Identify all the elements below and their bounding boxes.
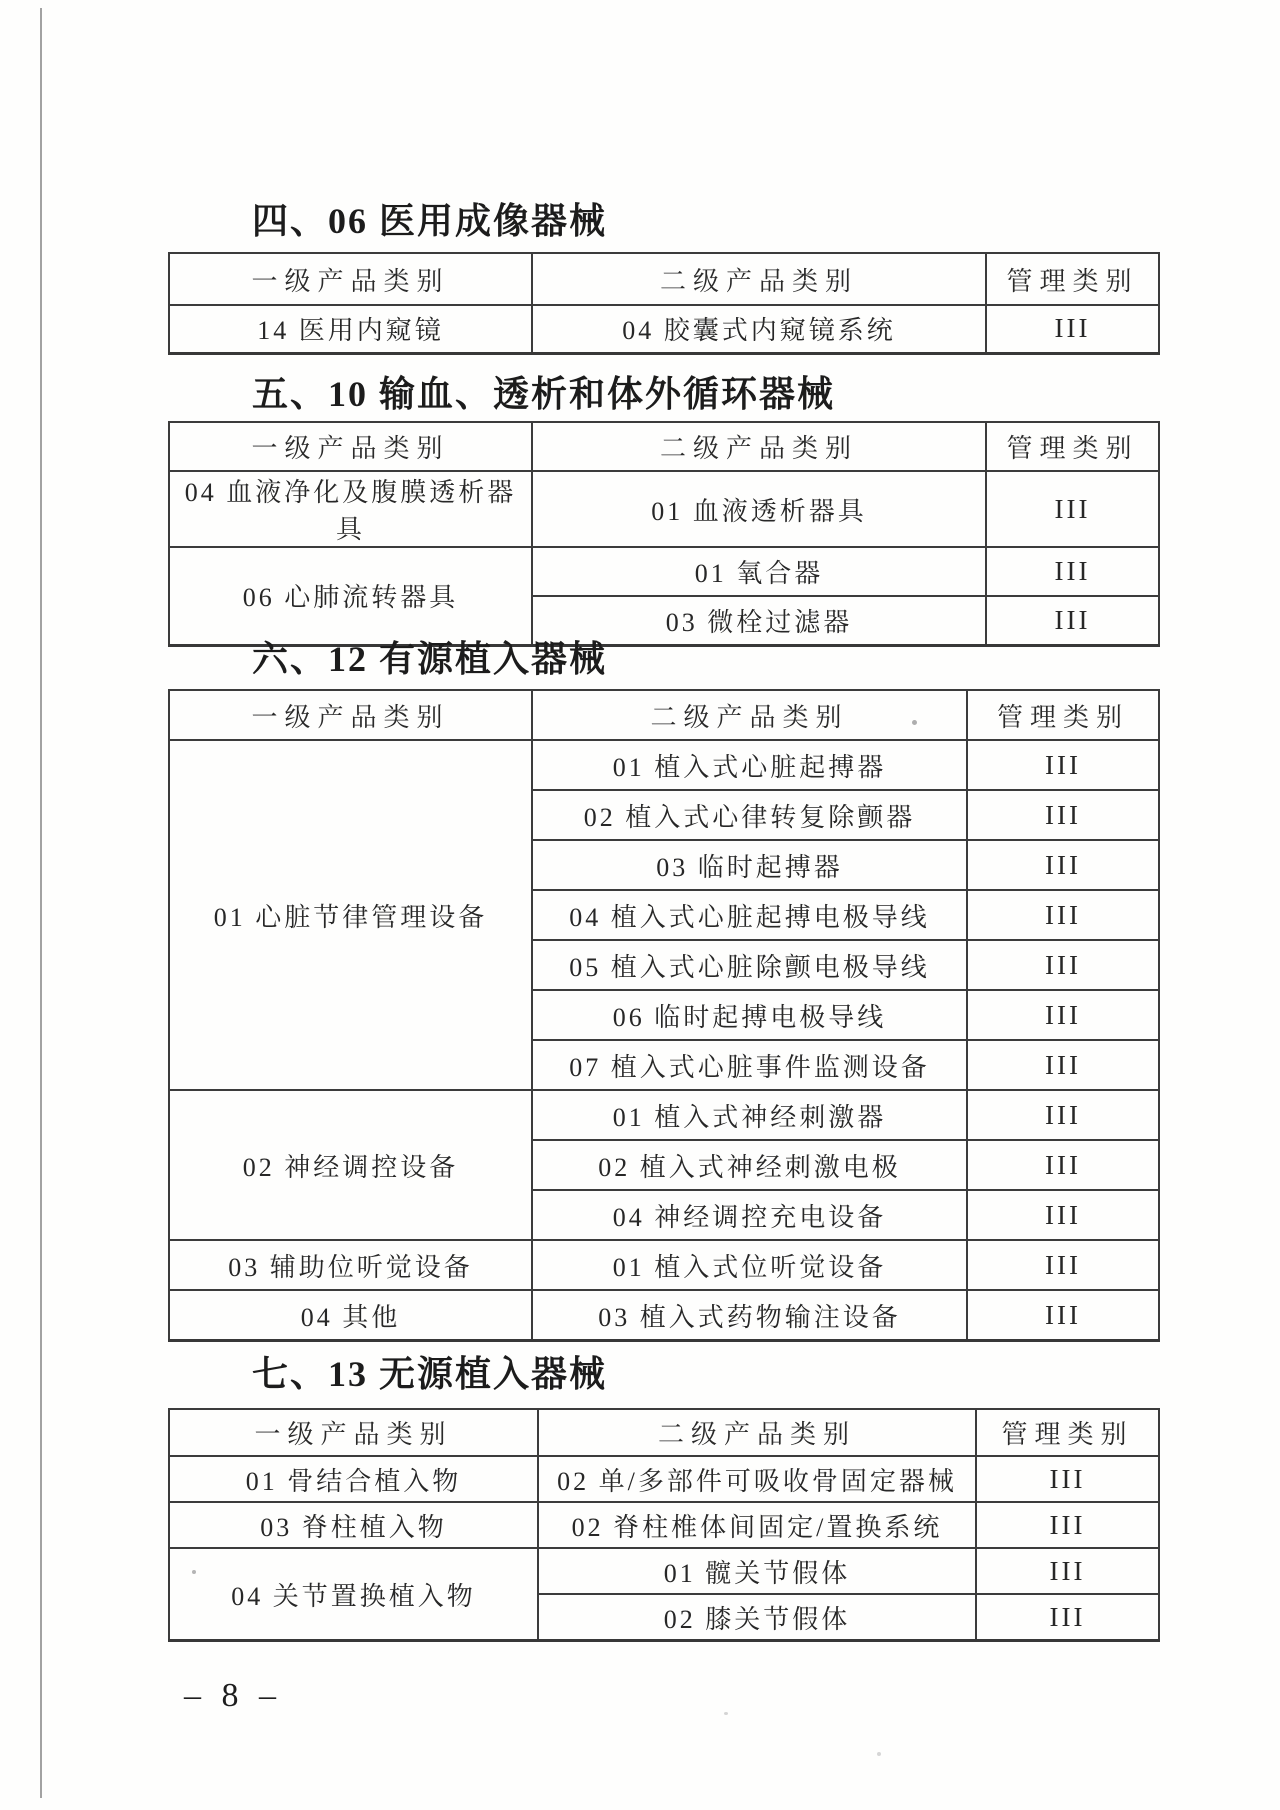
level1-category-cell: 03 辅助位听觉设备 xyxy=(169,1240,532,1290)
level2-category-cell: 01 植入式心脏起搏器 xyxy=(532,740,967,790)
table-medical-imaging xyxy=(168,252,1160,355)
level2-category-cell: 02 膝关节假体 xyxy=(538,1594,976,1640)
table-row xyxy=(169,547,1159,596)
table-header-row xyxy=(169,690,1159,740)
level1-category-cell: 01 心脏节律管理设备 xyxy=(169,740,532,1090)
management-class-cell: III xyxy=(967,740,1159,790)
management-class-cell: III xyxy=(976,1594,1159,1640)
scan-speck xyxy=(912,720,917,725)
management-class-cell: III xyxy=(986,547,1159,596)
level2-category-cell: 03 植入式药物输注设备 xyxy=(532,1290,967,1340)
col-header-level2-category: 二级产品类别 xyxy=(532,422,986,471)
level1-category-cell: 03 脊柱植入物 xyxy=(169,1502,538,1548)
level2-category-cell: 02 植入式神经刺激电极 xyxy=(532,1140,967,1190)
management-class-cell: III xyxy=(967,790,1159,840)
section-title-active-implants: 六、12 有源植入器械 xyxy=(252,639,608,679)
management-class-cell: III xyxy=(967,890,1159,940)
scan-speck xyxy=(877,1752,881,1756)
page-number: – 8 – xyxy=(184,1677,282,1714)
table-active-implants xyxy=(168,689,1160,1342)
level2-category-cell: 04 神经调控充电设备 xyxy=(532,1190,967,1240)
level2-category-cell: 01 血液透析器具 xyxy=(532,471,986,547)
level1-category-cell: 04 血液净化及腹膜透析器具 xyxy=(169,471,532,547)
table-row xyxy=(169,1456,1159,1502)
level2-category-cell: 01 髋关节假体 xyxy=(538,1548,976,1594)
level2-category-cell: 05 植入式心脏除颤电极导线 xyxy=(532,940,967,990)
col-header-level2-category: 二级产品类别 xyxy=(538,1409,976,1456)
col-header-level1-category: 一级产品类别 xyxy=(169,422,532,471)
col-header-management-class: 管理类别 xyxy=(986,253,1159,305)
table-row xyxy=(169,1290,1159,1340)
level2-category-cell: 04 胶囊式内窥镜系统 xyxy=(532,305,986,353)
management-class-cell: III xyxy=(967,840,1159,890)
management-class-cell: III xyxy=(967,1290,1159,1340)
management-class-cell: III xyxy=(967,1140,1159,1190)
table-row xyxy=(169,305,1159,353)
level2-category-cell: 01 植入式神经刺激器 xyxy=(532,1090,967,1140)
management-class-cell: III xyxy=(986,596,1159,645)
management-class-cell: III xyxy=(967,1240,1159,1290)
level2-category-cell: 02 脊柱椎体间固定/置换系统 xyxy=(538,1502,976,1548)
table-row xyxy=(169,1502,1159,1548)
level1-category-cell: 14 医用内窥镜 xyxy=(169,305,532,353)
level2-category-cell: 02 单/多部件可吸收骨固定器械 xyxy=(538,1456,976,1502)
management-class-cell: III xyxy=(967,990,1159,1040)
table-header-row xyxy=(169,422,1159,471)
level2-category-cell: 03 临时起搏器 xyxy=(532,840,967,890)
management-class-cell: III xyxy=(986,305,1159,353)
management-class-cell: III xyxy=(976,1502,1159,1548)
col-header-level2-category: 二级产品类别 xyxy=(532,253,986,305)
level2-category-cell: 01 氧合器 xyxy=(532,547,986,596)
col-header-level1-category: 一级产品类别 xyxy=(169,253,532,305)
management-class-cell: III xyxy=(986,471,1159,547)
table-header-row xyxy=(169,1409,1159,1456)
col-header-level1-category: 一级产品类别 xyxy=(169,1409,538,1456)
scan-speck xyxy=(724,1712,728,1715)
section-title-passive-implants: 七、13 无源植入器械 xyxy=(252,1354,608,1394)
management-class-cell: III xyxy=(976,1548,1159,1594)
level1-category-cell: 04 关节置换植入物 xyxy=(169,1548,538,1640)
table-row xyxy=(169,1090,1159,1140)
level1-category-cell: 04 其他 xyxy=(169,1290,532,1340)
section-title-blood-dialysis-devices: 五、10 输血、透析和体外循环器械 xyxy=(252,374,836,414)
level1-category-cell: 01 骨结合植入物 xyxy=(169,1456,538,1502)
col-header-level2-category: 二级产品类别 xyxy=(532,690,967,740)
scan-edge-line xyxy=(40,8,42,1798)
level2-category-cell: 04 植入式心脏起搏电极导线 xyxy=(532,890,967,940)
level2-category-cell: 01 植入式位听觉设备 xyxy=(532,1240,967,1290)
level1-category-cell: 06 心肺流转器具 xyxy=(169,547,532,645)
management-class-cell: III xyxy=(967,940,1159,990)
management-class-cell: III xyxy=(967,1190,1159,1240)
management-class-cell: III xyxy=(967,1090,1159,1140)
table-passive-implants xyxy=(168,1408,1160,1642)
col-header-management-class: 管理类别 xyxy=(986,422,1159,471)
level2-category-cell: 02 植入式心律转复除颤器 xyxy=(532,790,967,840)
col-header-level1-category: 一级产品类别 xyxy=(169,690,532,740)
scan-speck xyxy=(192,1570,196,1574)
table-row xyxy=(169,740,1159,790)
table-header-row xyxy=(169,253,1159,305)
col-header-management-class: 管理类别 xyxy=(967,690,1159,740)
management-class-cell: III xyxy=(967,1040,1159,1090)
col-header-management-class: 管理类别 xyxy=(976,1409,1159,1456)
level2-category-cell: 07 植入式心脏事件监测设备 xyxy=(532,1040,967,1090)
table-blood-dialysis xyxy=(168,421,1160,647)
table-row xyxy=(169,1240,1159,1290)
level1-category-cell: 02 神经调控设备 xyxy=(169,1090,532,1240)
management-class-cell: III xyxy=(976,1456,1159,1502)
section-title-imaging-devices: 四、06 医用成像器械 xyxy=(252,201,608,241)
table-row xyxy=(169,471,1159,547)
table-row xyxy=(169,1548,1159,1594)
level2-category-cell: 03 微栓过滤器 xyxy=(532,596,986,645)
level2-category-cell: 06 临时起搏电极导线 xyxy=(532,990,967,1040)
